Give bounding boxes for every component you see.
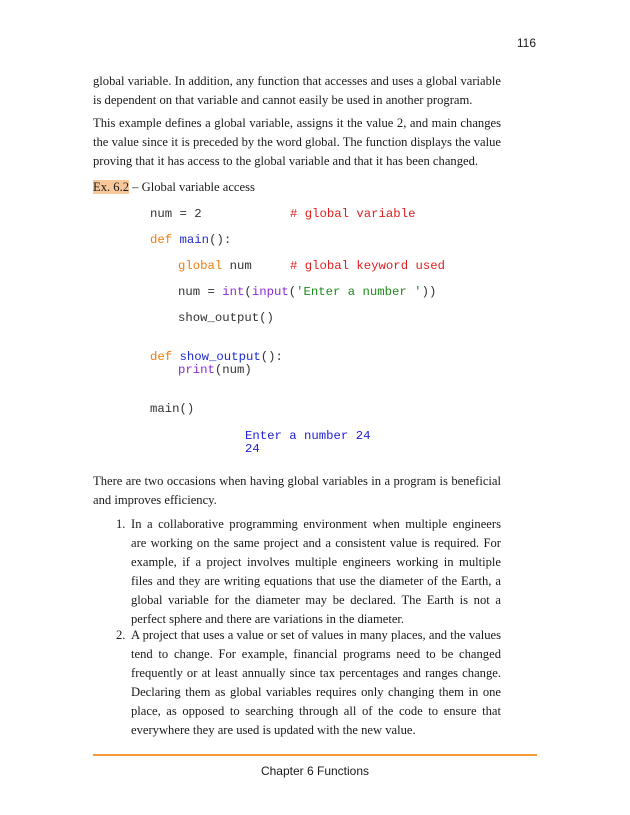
code-line-4: num = int(input('Enter a number ')) (178, 285, 437, 299)
footer-chapter-title: Chapter 6 Functions (260, 764, 370, 778)
code-line-1: num = 2 # global variable (150, 207, 416, 221)
paragraph-global-benefits: There are two occasions when having global variables in a program is beneficial and improves efficiency. (93, 474, 501, 507)
list-number: 1. (116, 517, 126, 531)
code-line-5: show_output() (178, 311, 274, 325)
code-comment: # global keyword used (290, 259, 445, 273)
code-line-2: def main(): (150, 233, 232, 247)
example-label: Ex. 6.2 (93, 180, 130, 194)
code-line-3: global num # global keyword used (178, 259, 445, 273)
list-item (93, 626, 501, 740)
list-text: In a collaborative programming environment when multiple engineers are working on the same project and a consistent value is required. For example, if a project involves multiple engineers working in multiple files and they are writing equations that use the diameter of the Earth, a global variable for the diameter may be declared. The Earth is not a perfect sphere and there are variations in the diameter. (131, 517, 501, 626)
paragraph-global-dependency: global variable. In addition, any function that accesses and uses a global variable is dependent on that variable and cannot easily be used in another program. (93, 74, 501, 107)
code-line-6: def show_output(): (150, 350, 283, 364)
code-line-8: main() (150, 402, 195, 416)
output-line-2: 24 (245, 442, 260, 456)
paragraph-example-description: This example defines a global variable, assigns it the value 2, and main changes the value since it is preceded by the word global. The function displays the value proving that it has access to the global variable and that it has been changed. (93, 116, 501, 168)
list-item (93, 515, 501, 629)
output-line-1: Enter a number 24 (245, 429, 371, 443)
code-line-7: print(num) (178, 363, 252, 377)
footer-divider (93, 754, 537, 756)
list-text: A project that uses a value or set of values in many places, and the values tend to change. For example, financial programs need to be changed frequently or at least annually since tax percentages and ranges change. Declaring them as global variables requires only changing them in one place, as opposed to searching through all of the code to ensure that everywhere they are used is updated with the new value. (131, 628, 501, 737)
page-number: 116 (516, 36, 536, 50)
example-title: – Global variable access (129, 180, 255, 194)
example-caption (93, 178, 255, 197)
list-number: 2. (116, 628, 126, 642)
code-comment: # global variable (290, 207, 416, 221)
